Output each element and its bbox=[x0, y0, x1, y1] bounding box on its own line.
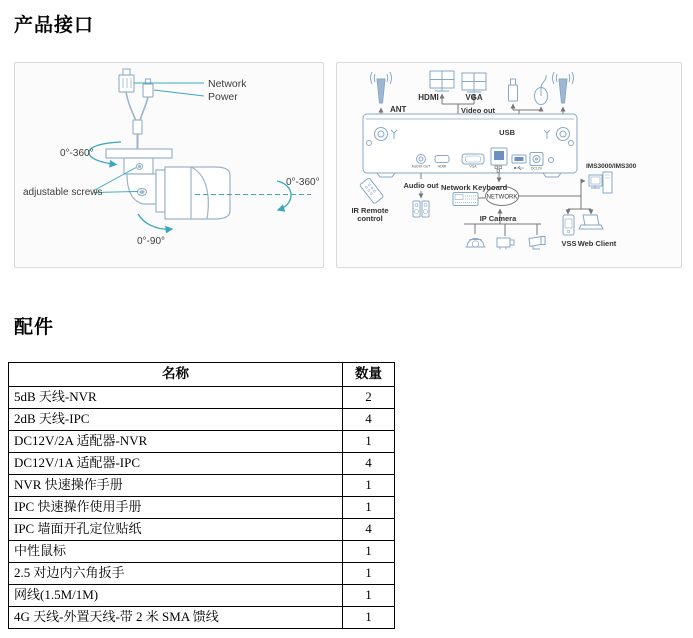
item-qty: 4 bbox=[343, 409, 395, 431]
hdmi-port-label: HDMI bbox=[437, 164, 447, 169]
item-qty: 2 bbox=[343, 387, 395, 409]
vga-monitor-icon bbox=[462, 73, 486, 92]
table-row bbox=[9, 497, 395, 519]
network-keyboard-icon bbox=[453, 193, 478, 206]
item-qty: 1 bbox=[343, 541, 395, 563]
adjustable-screws-label: adjustable screws bbox=[23, 187, 103, 198]
item-name: DC12V/1A 适配器-IPC bbox=[9, 453, 343, 475]
box-camera-icon bbox=[497, 238, 514, 250]
item-name: 4G 天线-外置天线-带 2 米 SMA 馈线 bbox=[9, 607, 343, 629]
item-qty: 1 bbox=[343, 563, 395, 585]
section-title-product-interfaces: 产品接口 bbox=[14, 15, 95, 36]
power-label: Power bbox=[208, 91, 238, 103]
hdmi-monitor-label: HDMI bbox=[418, 93, 439, 102]
mount-plate bbox=[106, 149, 172, 158]
item-name: 2.5 对边内六角扳手 bbox=[9, 563, 343, 585]
item-qty: 4 bbox=[343, 453, 395, 475]
hdmi-monitor-icon bbox=[430, 71, 454, 91]
table-row bbox=[9, 585, 395, 607]
audio-out-port-label: AUDIO OUT bbox=[411, 164, 431, 169]
pan-angle-label: 0°-360° bbox=[60, 148, 94, 159]
hdmi-port bbox=[435, 156, 449, 163]
item-name: 中性鼠标 bbox=[9, 541, 343, 563]
table-row bbox=[9, 563, 395, 585]
table-row bbox=[9, 541, 395, 563]
usb-flash-icon bbox=[509, 79, 518, 101]
item-qty: 1 bbox=[343, 607, 395, 629]
camera-labels bbox=[23, 78, 320, 247]
vga-monitor-label: VGA bbox=[465, 93, 483, 102]
tilt-angle-label: 0°-90° bbox=[137, 236, 166, 247]
table-row bbox=[9, 453, 395, 475]
rj45-connector-icon bbox=[119, 75, 134, 92]
roll-angle-label: 0°-360° bbox=[286, 177, 320, 188]
dc-port-label: DC12V bbox=[531, 166, 542, 171]
vss-label: VSS bbox=[561, 239, 577, 248]
camera-diagram-panel bbox=[14, 62, 324, 268]
table-row bbox=[9, 387, 395, 409]
phone-icon bbox=[563, 215, 574, 235]
desktop-computer-icon bbox=[589, 172, 612, 193]
nvr-diagram-panel bbox=[336, 62, 682, 268]
table-header-row bbox=[9, 363, 395, 387]
antenna-icon-right bbox=[559, 79, 567, 103]
rj45-tab-icon bbox=[123, 69, 130, 75]
item-name: NVR 快速操作手册 bbox=[9, 475, 343, 497]
vga-port-label: VGA bbox=[469, 164, 477, 169]
mouse-icon bbox=[535, 75, 548, 105]
item-name: 网线(1.5M/1M) bbox=[9, 585, 343, 607]
ant-label: ANT bbox=[390, 105, 407, 114]
table-row bbox=[9, 519, 395, 541]
item-name: IPC 快速操作使用手册 bbox=[9, 497, 343, 519]
ground-screw bbox=[549, 158, 554, 163]
network-label: NETWORK bbox=[486, 194, 518, 201]
nvr-diagram bbox=[337, 63, 681, 267]
item-name: 2dB 天线-IPC bbox=[9, 409, 343, 431]
camera-diagram bbox=[15, 63, 323, 267]
item-qty: 1 bbox=[343, 431, 395, 453]
antenna-icon-left bbox=[377, 79, 385, 103]
power-connector-icon bbox=[143, 84, 153, 97]
item-qty: 1 bbox=[343, 497, 395, 519]
ir-remote-label-2: control bbox=[357, 214, 383, 223]
item-qty: 1 bbox=[343, 475, 395, 497]
speaker-icon bbox=[413, 201, 429, 217]
item-name: 5dB 天线-NVR bbox=[9, 387, 343, 409]
ir-remote-icon bbox=[359, 178, 383, 204]
col-header-name: 名称 bbox=[9, 363, 343, 387]
table-row bbox=[9, 607, 395, 629]
item-qty: 1 bbox=[343, 585, 395, 607]
accessories-table bbox=[8, 362, 395, 629]
section-title-accessories: 配件 bbox=[14, 317, 55, 338]
ir-remote-label-1: IR Remote bbox=[351, 206, 389, 215]
item-qty: 4 bbox=[343, 519, 395, 541]
camera-body bbox=[165, 167, 230, 219]
video-out-label: Video out bbox=[461, 106, 496, 115]
laptop-icon bbox=[579, 215, 603, 229]
usb-label: USB bbox=[499, 128, 515, 137]
table-row bbox=[9, 431, 395, 453]
ip-camera-label: IP Camera bbox=[479, 214, 517, 223]
item-name: DC12V/2A 适配器-NVR bbox=[9, 431, 343, 453]
ims-label: IMS3000/IMS300 bbox=[586, 163, 637, 170]
col-header-qty: 数量 bbox=[343, 363, 395, 387]
item-name: IPC 墙面开孔定位贴纸 bbox=[9, 519, 343, 541]
table-row bbox=[9, 475, 395, 497]
bullet-camera-icon bbox=[529, 237, 545, 250]
audio-out-label: Audio out bbox=[403, 181, 439, 190]
network-keyboard-label: Network Keyboard bbox=[441, 183, 508, 192]
web-client-label: Web Client bbox=[577, 239, 617, 248]
dome-camera-icon bbox=[466, 239, 486, 248]
table-row bbox=[9, 409, 395, 431]
network-label: Network bbox=[208, 78, 247, 90]
